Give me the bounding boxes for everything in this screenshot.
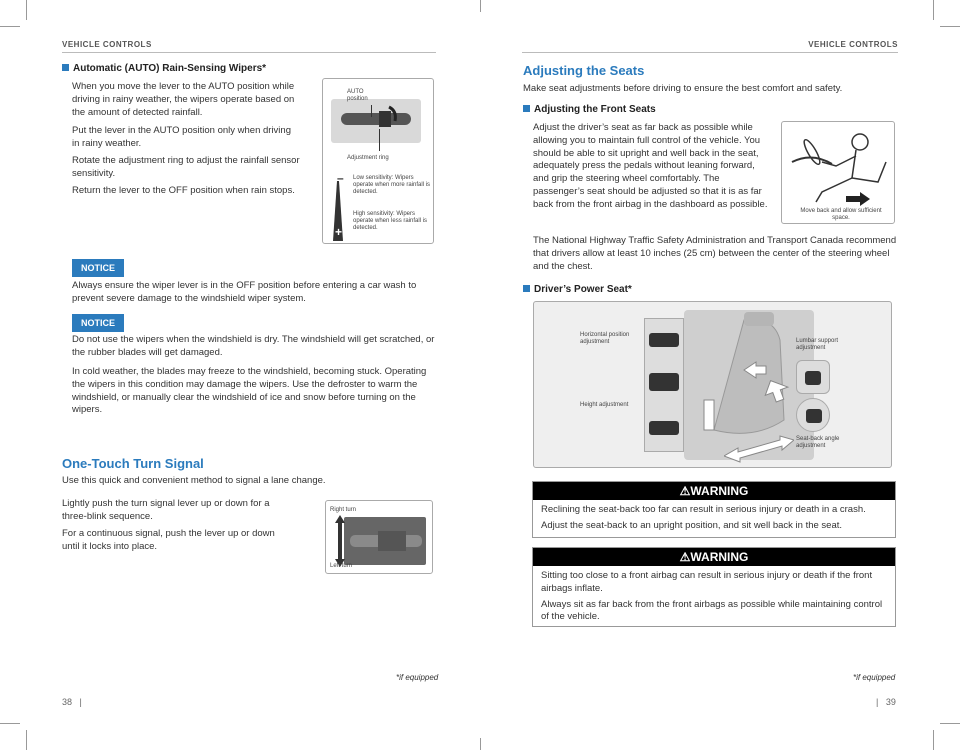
- warning-text: Always sit as far back from the front airbags as possible while maintaining control of the vehicle.: [541, 598, 883, 623]
- driver-seated-icon: [782, 122, 895, 208]
- page-number: | 39: [876, 697, 896, 707]
- warning-text: Adjust the seat-back to an upright position, and sit well back in the seat.: [541, 519, 843, 531]
- crop-mark: [480, 0, 481, 12]
- notice-badge: NOTICE: [72, 314, 124, 332]
- horizontal-adjust-label: Horizontal position adjustment: [580, 332, 630, 345]
- warning-bar: ⚠WARNING: [533, 482, 895, 500]
- front-seats-paragraph: Adjust the driver’s seat as far back as possible while allowing you to maintain full control of the vehicle. You should be able to sit upright and well back in the seat, adequately press the pedals without leaning forward, and grip the steering wheel comfortably. The passenger’s seat should be adjusted so that it is as far back from the front airbag in the dashboard as possible.: [533, 122, 768, 210]
- wipers-paragraph: Return the lever to the OFF position when rain stops.: [72, 185, 295, 196]
- left-turn-label: Left turn: [330, 563, 353, 569]
- wiper-lever-photo: [331, 99, 421, 143]
- crop-mark: [933, 0, 934, 20]
- up-down-arrow-icon: [334, 515, 346, 567]
- callout-line: [379, 129, 380, 151]
- notice-badge: NOTICE: [72, 259, 124, 277]
- turn-signal-figure: [325, 500, 433, 574]
- wipers-heading: Automatic (AUTO) Rain-Sensing Wipers*: [62, 63, 266, 74]
- wipers-paragraph: When you move the lever to the AUTO position while driving in rainy weather, the wipers operate based on the amount of detected rainfall.: [72, 81, 295, 118]
- crop-mark: [940, 723, 960, 724]
- crop-mark: [26, 730, 27, 750]
- warning-box: [532, 481, 896, 538]
- seatback-button-icon: [806, 409, 822, 423]
- callout-line: [371, 105, 372, 117]
- height-switch-icon: [649, 373, 679, 391]
- bullet-square-icon: [523, 285, 530, 292]
- switch-panel: [644, 318, 684, 452]
- minus-label: –: [337, 171, 344, 185]
- bullet-square-icon: [523, 105, 530, 112]
- right-page-header: VEHICLE CONTROLS: [808, 40, 898, 49]
- left-page-header: VEHICLE CONTROLS: [62, 40, 152, 49]
- turn-signal-paragraph: For a continuous signal, push the lever up or down until it locks into place.: [62, 528, 275, 552]
- notice-text: Do not use the wipers when the windshield is dry. The windshield will get scratched, or the rubber blades will get damaged.: [72, 334, 435, 358]
- wipers-paragraph: Rotate the adjustment ring to adjust the rainfall sensor sensitivity.: [72, 155, 300, 179]
- bullet-square-icon: [62, 64, 69, 71]
- left-header-rule: [62, 52, 436, 53]
- right-header-rule: [522, 52, 898, 53]
- crop-mark: [26, 0, 27, 20]
- wiper-lever-icon: [331, 99, 421, 143]
- seatback-switch-icon: [796, 398, 830, 432]
- front-seats-heading: Adjusting the Front Seats: [523, 104, 656, 115]
- horizontal-switch-icon: [649, 333, 679, 347]
- warning-text: Reclining the seat-back too far can result in serious injury or death in a crash.: [541, 504, 866, 515]
- warning-triangle-icon: ⚠: [679, 484, 691, 498]
- notice-text: Always ensure the wiper lever is in the OFF position before entering a car wash to prevent severe damage to the windshield wiper system.: [72, 280, 417, 304]
- nhtsa-paragraph: The National Highway Traffic Safety Administration and Transport Canada recommend that drivers allow at least 10 inches (25 cm) between the center of the steering wheel and the chest.: [533, 235, 897, 272]
- crop-mark: [933, 730, 934, 750]
- move-back-caption: Move back and allow sufficient space.: [800, 208, 882, 221]
- lumbar-button-icon: [805, 371, 821, 385]
- lumbar-adjust-label: Lumbar support adjustment: [796, 338, 839, 351]
- low-sensitivity-label: Low sensitivity: Wipers operate when more rainfall is detected.: [353, 175, 431, 195]
- plus-label: +: [335, 225, 343, 239]
- lumbar-switch-icon: [796, 360, 830, 394]
- page-number: 38 |: [62, 697, 82, 707]
- right-turn-label: Right turn: [330, 507, 357, 513]
- footnote-if-equipped: *if equipped: [853, 673, 896, 682]
- adjustment-ring-label: Adjustment ring: [347, 155, 389, 161]
- crop-mark: [480, 738, 481, 750]
- warning-text: Sitting too close to a front airbag can result in serious injury or death if the front airbags inflate.: [541, 570, 873, 594]
- footnote-if-equipped: *if equipped: [396, 673, 439, 682]
- high-sensitivity-label: High sensitivity: Wipers operate when less rainfall is detected.: [353, 211, 428, 231]
- turn-signal-title: One-Touch Turn Signal: [62, 456, 204, 471]
- notice-text: In cold weather, the blades may freeze to the windshield, becoming stuck. Operating the wipers in this condition may damage the wipers. Use the defroster to warm the windshield, or manually clear the windshield of ice and snow before turning on the wipers.: [72, 366, 427, 416]
- warning-box: [532, 547, 896, 627]
- power-seat-heading: Driver’s Power Seat*: [523, 284, 632, 295]
- seats-intro: Make seat adjustments before driving to ensure the best comfort and safety.: [523, 83, 843, 94]
- auto-position-label: AUTO position: [347, 89, 368, 102]
- turn-lever-photo: [344, 517, 426, 565]
- crop-mark: [0, 723, 20, 724]
- power-seat-figure: [533, 301, 892, 468]
- wiper-figure: [322, 78, 434, 244]
- seat-position-figure: [781, 121, 895, 224]
- wipers-paragraph: Put the lever in the AUTO position only when driving in rainy weather.: [72, 125, 291, 149]
- crop-mark: [940, 26, 960, 27]
- crop-mark: [0, 26, 20, 27]
- seatback-adjust-label: Seat-back angle adjustment: [796, 436, 840, 449]
- warning-bar: ⚠WARNING: [533, 548, 895, 566]
- slide-arrow-icon: [724, 434, 794, 464]
- turn-lever-icon: [344, 517, 426, 565]
- seat-switch-icon: [649, 421, 679, 435]
- turn-signal-paragraph: Lightly push the turn signal lever up or down for a three-blink sequence.: [62, 498, 270, 522]
- turn-signal-intro: Use this quick and convenient method to signal a lane change.: [62, 475, 326, 486]
- seats-title: Adjusting the Seats: [523, 63, 645, 78]
- height-adjust-label: Height adjustment: [580, 402, 629, 408]
- warning-triangle-icon: ⚠: [679, 550, 691, 564]
